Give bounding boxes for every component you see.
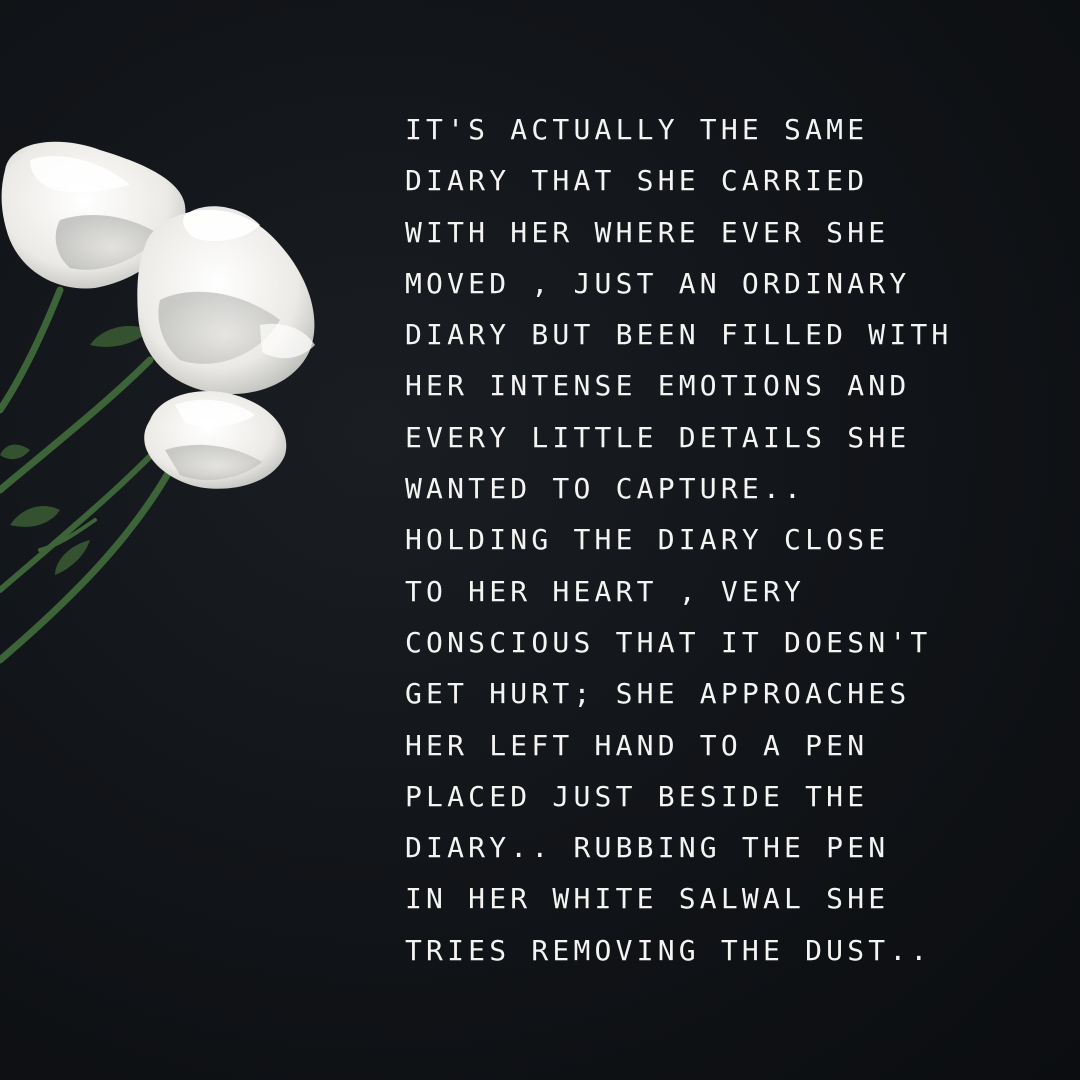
poem-line: GET HURT; SHE APPROACHES bbox=[405, 677, 911, 711]
poem-line: WANTED TO CAPTURE.. bbox=[405, 472, 806, 506]
poem-line: IT'S ACTUALLY THE SAME bbox=[405, 113, 869, 146]
poem-line: HOLDING THE DIARY CLOSE bbox=[405, 523, 890, 557]
poem-line: DIARY.. RUBBING THE PEN bbox=[405, 831, 890, 865]
poem-line: DIARY THAT SHE CARRIED bbox=[405, 164, 869, 198]
poem-line: HER INTENSE EMOTIONS AND bbox=[405, 369, 911, 403]
poem-line: MOVED , JUST AN ORDINARY bbox=[405, 266, 911, 300]
poem-line: HER LEFT HAND TO A PEN bbox=[405, 728, 869, 762]
rose-middle bbox=[137, 206, 315, 394]
poem-line: EVERY LITTLE DETAILS SHE bbox=[405, 420, 911, 454]
poem-line: TRIES REMOVING THE DUST.. bbox=[405, 933, 932, 967]
poem-text bbox=[405, 104, 1065, 976]
poem-line: IN HER WHITE SALWAL SHE bbox=[405, 882, 890, 916]
poem-line: WITH HER WHERE EVER SHE bbox=[405, 215, 890, 249]
poem-line: PLACED JUST BESIDE THE bbox=[405, 779, 869, 813]
poem-line: DIARY BUT BEEN FILLED WITH bbox=[405, 318, 953, 352]
poem-line: CONSCIOUS THAT IT DOESN'T bbox=[405, 625, 932, 659]
poem-line: TO HER HEART , VERY bbox=[405, 574, 806, 608]
white-roses-image bbox=[0, 0, 360, 720]
